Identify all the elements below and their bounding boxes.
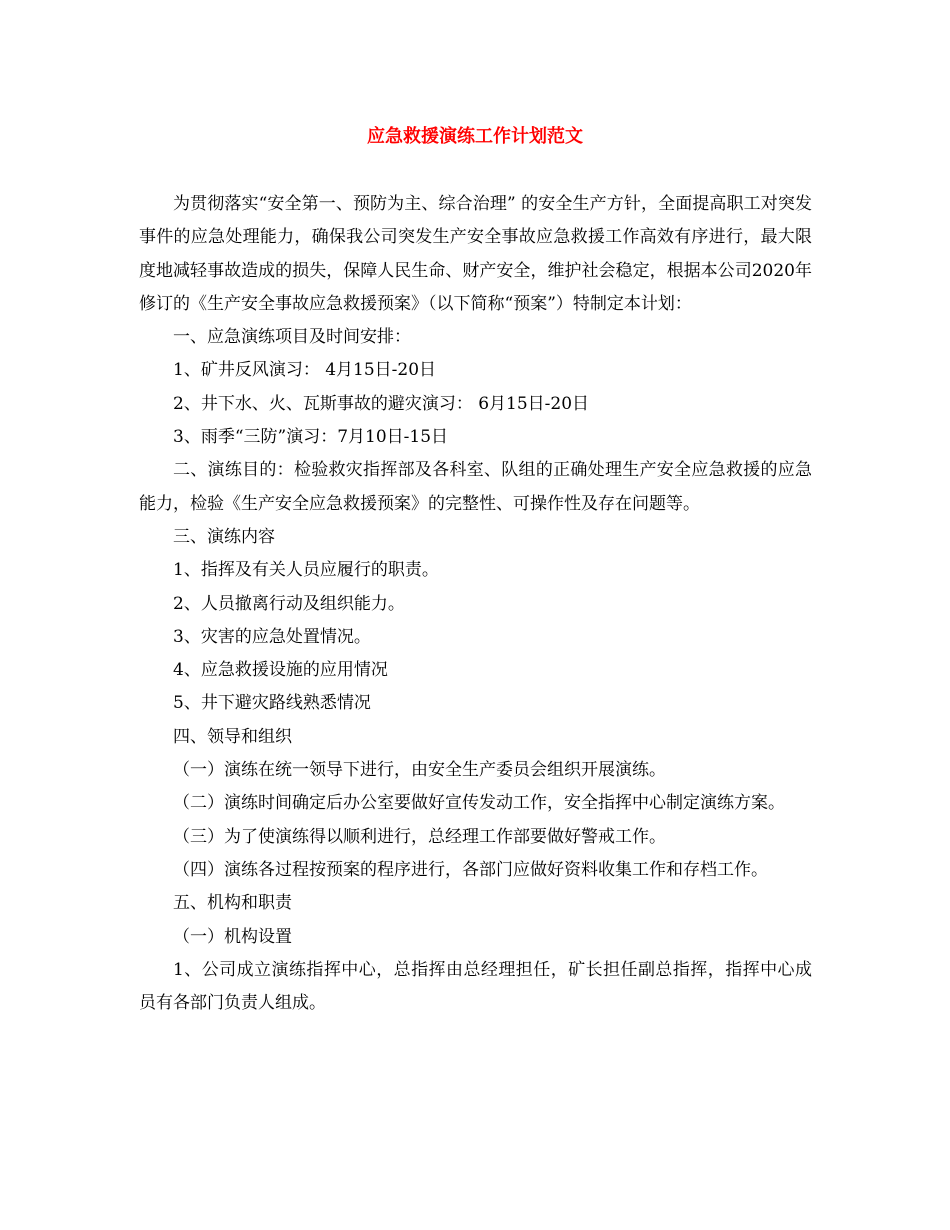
- section-heading-2: 二、演练目的：检验救灾指挥部及各科室、队组的正确处理生产安全应急救援的应急能力，检验《生产安全应急救援预案》的完整性、可操作性及存在问题等。: [139, 460, 812, 514]
- document-body: [139, 188, 812, 1020]
- list-item: 4、应急救援设施的应用情况: [173, 660, 388, 681]
- list-item: 2、井下水、火、瓦斯事故的避灾演习： 6月15日-20日: [173, 393, 590, 414]
- list-item: 1、指挥及有关人员应履行的职责。: [173, 560, 439, 581]
- list-item: 5、井下避灾路线熟悉情况: [173, 693, 371, 714]
- list-item: 1、公司成立演练指挥中心，总指挥由总经理担任，矿长担任副总指挥，指挥中心成员有各部门负责人组成。: [139, 959, 812, 1014]
- subsection-heading: （一）机构设置: [173, 926, 292, 947]
- section-heading-5: 五、机构和职责: [173, 893, 292, 914]
- list-item: （四）演练各过程按预案的程序进行，各部门应做好资料收集工作和存档工作。: [173, 859, 768, 880]
- body-paragraph-intro: 为贯彻落实“安全第一、预防为主、综合治理” 的安全生产方针，全面提高职工对突发事件的应急处理能力，确保我公司突发生产安全事故应急救援工作高效有序进行，最大限度地减轻事故造成的损失，保障人民生命、财产安全，维护社会稳定，根据本公司2020年修订的《生产安全事故应急救援预案》（以下简称“预案”）特制定本计划：: [139, 194, 812, 314]
- section-heading-4: 四、领导和组织: [173, 726, 292, 747]
- list-item: 2、人员撤离行动及组织能力。: [173, 593, 405, 614]
- document-title: 应急救援演练工作计划范文: [367, 126, 583, 147]
- list-item: （一）演练在统一领导下进行，由安全生产委员会组织开展演练。: [173, 760, 666, 781]
- list-item: 1、矿井反风演习： 4月15日-20日: [173, 360, 437, 381]
- section-heading-1: 一、应急演练项目及时间安排：: [173, 327, 411, 348]
- section-heading-3: 三、演练内容: [173, 526, 275, 547]
- list-item: （三）为了使演练得以顺利进行，总经理工作部要做好警戒工作。: [173, 826, 666, 847]
- list-item: 3、雨季“三防”演习：7月10日-15日: [173, 427, 449, 448]
- list-item: 3、灾害的应急处置情况。: [173, 626, 371, 647]
- list-item: （二）演练时间确定后办公室要做好宣传发动工作，安全指挥中心制定演练方案。: [173, 793, 785, 814]
